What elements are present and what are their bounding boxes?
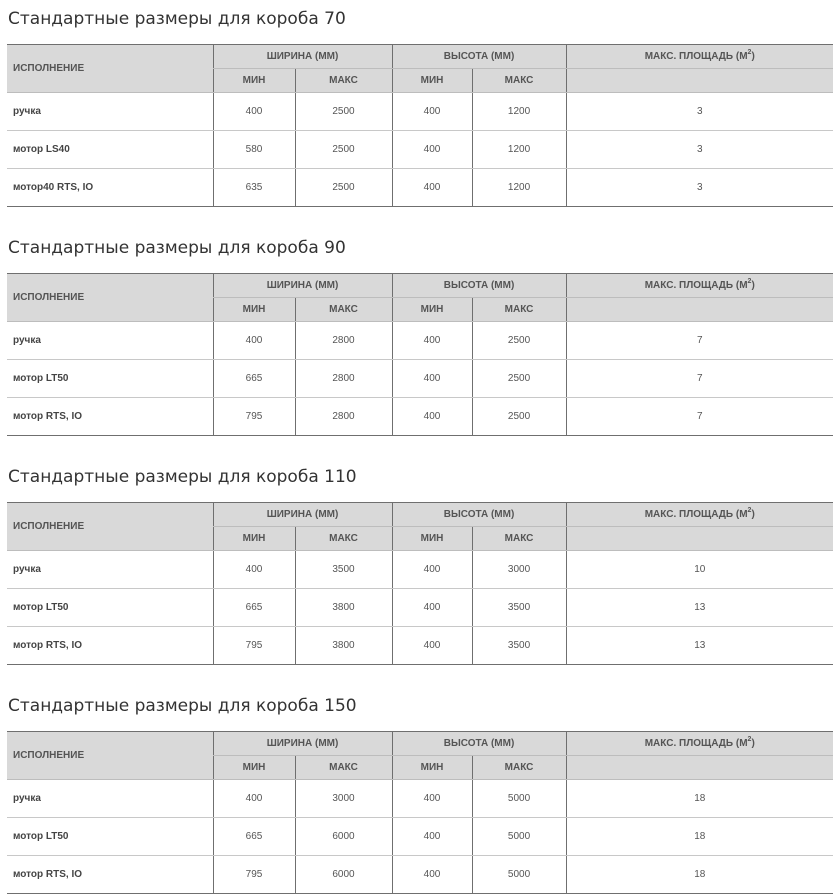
cell-width-max: 2800	[295, 322, 392, 360]
header-width-max: МАКС	[295, 756, 392, 780]
section-title: Стандартные размеры для короба 70	[8, 9, 346, 29]
header-height: ВЫСОТА (ММ)	[392, 274, 566, 298]
cell-width-max: 3800	[295, 589, 392, 627]
header-height: ВЫСОТА (ММ)	[392, 45, 566, 69]
header-width: ШИРИНА (ММ)	[213, 503, 392, 527]
cell-execution: мотор40 RTS, IO	[7, 169, 213, 207]
header-height: ВЫСОТА (ММ)	[392, 732, 566, 756]
table-row	[7, 856, 833, 894]
cell-height-min: 400	[392, 322, 472, 360]
section-title: Стандартные размеры для короба 150	[8, 696, 357, 716]
cell-height-min: 400	[392, 93, 472, 131]
cell-height-max: 5000	[472, 780, 566, 818]
cell-height-min: 400	[392, 551, 472, 589]
header-execution: ИСПОЛНЕНИЕ	[7, 274, 213, 322]
cell-height-max: 5000	[472, 856, 566, 894]
cell-execution: ручка	[7, 780, 213, 818]
sizes-table	[7, 273, 833, 436]
cell-width-max: 3500	[295, 551, 392, 589]
header-height-min: МИН	[392, 69, 472, 93]
cell-width-max: 3000	[295, 780, 392, 818]
cell-height-max: 1200	[472, 131, 566, 169]
header-width-max: МАКС	[295, 298, 392, 322]
header-empty	[566, 298, 833, 322]
table-row	[7, 93, 833, 131]
header-height-max: МАКС	[472, 756, 566, 780]
section-box-70	[7, 8, 833, 193]
cell-width-min: 795	[213, 856, 295, 894]
cell-width-max: 6000	[295, 818, 392, 856]
header-width-max: МАКС	[295, 69, 392, 93]
cell-height-max: 1200	[472, 169, 566, 207]
cell-height-min: 400	[392, 818, 472, 856]
header-height-max: МАКС	[472, 298, 566, 322]
cell-height-max: 5000	[472, 818, 566, 856]
header-max-area: МАКС. ПЛОЩАДЬ $(М^2)$	[566, 45, 833, 69]
cell-execution: мотор RTS, IO	[7, 627, 213, 665]
cell-width-min: 665	[213, 360, 295, 398]
cell-width-min: 635	[213, 169, 295, 207]
header-height-min: МИН	[392, 756, 472, 780]
cell-max-area: 13	[566, 589, 833, 627]
cell-height-min: 400	[392, 589, 472, 627]
cell-execution: ручка	[7, 551, 213, 589]
cell-max-area: 7	[566, 322, 833, 360]
cell-width-max: 2800	[295, 398, 392, 436]
cell-height-max: 2500	[472, 360, 566, 398]
cell-max-area: 7	[566, 360, 833, 398]
header-height-min: МИН	[392, 527, 472, 551]
cell-execution: ручка	[7, 322, 213, 360]
table-row	[7, 398, 833, 436]
cell-width-min: 400	[213, 780, 295, 818]
header-max-area: МАКС. ПЛОЩАДЬ $(М^2)$	[566, 732, 833, 756]
section-box-150	[7, 695, 833, 880]
table-row	[7, 551, 833, 589]
cell-width-min: 400	[213, 551, 295, 589]
cell-width-min: 400	[213, 322, 295, 360]
header-width-min: МИН	[213, 69, 295, 93]
table-row	[7, 169, 833, 207]
section-title: Стандартные размеры для короба 110	[8, 467, 357, 487]
header-empty	[566, 69, 833, 93]
cell-execution: мотор RTS, IO	[7, 856, 213, 894]
header-width: ШИРИНА (ММ)	[213, 274, 392, 298]
header-width: ШИРИНА (ММ)	[213, 45, 392, 69]
header-width-max: МАКС	[295, 527, 392, 551]
cell-execution: мотор LT50	[7, 589, 213, 627]
header-width: ШИРИНА (ММ)	[213, 732, 392, 756]
cell-execution: мотор LT50	[7, 360, 213, 398]
cell-max-area: 7	[566, 398, 833, 436]
cell-height-min: 400	[392, 627, 472, 665]
header-width-min: МИН	[213, 298, 295, 322]
cell-height-max: 3500	[472, 589, 566, 627]
cell-width-min: 580	[213, 131, 295, 169]
header-width-min: МИН	[213, 756, 295, 780]
cell-width-max: 2500	[295, 93, 392, 131]
cell-width-max: 2800	[295, 360, 392, 398]
cell-width-max: 3800	[295, 627, 392, 665]
header-width-min: МИН	[213, 527, 295, 551]
sizes-table	[7, 502, 833, 665]
cell-max-area: 3	[566, 131, 833, 169]
cell-max-area: 3	[566, 93, 833, 131]
cell-height-max: 2500	[472, 398, 566, 436]
cell-width-min: 795	[213, 627, 295, 665]
sizes-table	[7, 731, 833, 894]
cell-max-area: 3	[566, 169, 833, 207]
header-height-min: МИН	[392, 298, 472, 322]
table-row	[7, 131, 833, 169]
table-row	[7, 627, 833, 665]
table-row	[7, 818, 833, 856]
cell-width-max: 2500	[295, 169, 392, 207]
cell-height-min: 400	[392, 398, 472, 436]
table-row	[7, 780, 833, 818]
cell-height-max: 2500	[472, 322, 566, 360]
header-max-area: МАКС. ПЛОЩАДЬ $(М^2)$	[566, 503, 833, 527]
cell-max-area: 18	[566, 780, 833, 818]
header-height-max: МАКС	[472, 69, 566, 93]
section-box-90	[7, 237, 833, 422]
header-height: ВЫСОТА (ММ)	[392, 503, 566, 527]
sizes-table	[7, 44, 833, 207]
cell-height-max: 3000	[472, 551, 566, 589]
header-execution: ИСПОЛНЕНИЕ	[7, 45, 213, 93]
table-row	[7, 360, 833, 398]
cell-height-min: 400	[392, 169, 472, 207]
cell-max-area: 13	[566, 627, 833, 665]
cell-execution: мотор RTS, IO	[7, 398, 213, 436]
cell-execution: ручка	[7, 93, 213, 131]
header-max-area: МАКС. ПЛОЩАДЬ $(М^2)$	[566, 274, 833, 298]
cell-execution: мотор LT50	[7, 818, 213, 856]
cell-max-area: 18	[566, 818, 833, 856]
cell-height-max: 1200	[472, 93, 566, 131]
cell-width-min: 795	[213, 398, 295, 436]
header-empty	[566, 527, 833, 551]
header-height-max: МАКС	[472, 527, 566, 551]
table-row	[7, 589, 833, 627]
cell-height-min: 400	[392, 360, 472, 398]
header-empty	[566, 756, 833, 780]
section-title: Стандартные размеры для короба 90	[8, 238, 346, 258]
header-execution: ИСПОЛНЕНИЕ	[7, 732, 213, 780]
cell-width-min: 665	[213, 589, 295, 627]
cell-max-area: 18	[566, 856, 833, 894]
cell-width-max: 6000	[295, 856, 392, 894]
table-row	[7, 322, 833, 360]
cell-max-area: 10	[566, 551, 833, 589]
cell-execution: мотор LS40	[7, 131, 213, 169]
cell-height-min: 400	[392, 131, 472, 169]
cell-height-max: 3500	[472, 627, 566, 665]
cell-width-min: 665	[213, 818, 295, 856]
cell-height-min: 400	[392, 856, 472, 894]
cell-height-min: 400	[392, 780, 472, 818]
header-execution: ИСПОЛНЕНИЕ	[7, 503, 213, 551]
cell-width-max: 2500	[295, 131, 392, 169]
cell-width-min: 400	[213, 93, 295, 131]
section-box-110	[7, 466, 833, 651]
